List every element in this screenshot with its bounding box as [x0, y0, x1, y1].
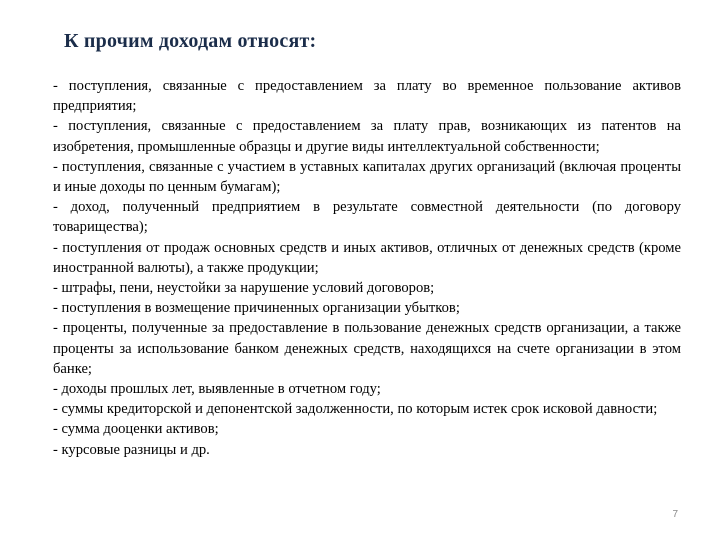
list-item: - поступления, связанные с предоставлением за плату прав, возникающих из патентов на изобретения, промышленные образцы и другие виды интеллектуальной собственности;: [53, 118, 681, 155]
list-item: - доход, полученный предприятием в результате совместной деятельности (по договору товарищества);: [53, 199, 681, 236]
income-list: [53, 76, 681, 460]
list-item: - суммы кредиторской и депонентской задолженности, по которым истек срок исковой давности;: [53, 401, 658, 418]
list-item: - штрафы, пени, неустойки за нарушение условий договоров;: [53, 280, 435, 297]
list-item: - поступления в возмещение причиненных организации убытков;: [53, 300, 460, 317]
list-item: - доходы прошлых лет, выявленные в отчетном году;: [53, 381, 381, 398]
list-item: - курсовые разницы и др.: [53, 441, 210, 458]
list-item: - поступления от продаж основных средств и иных активов, отличных от денежных средств (кроме иностранной валюты), а также продукции;: [53, 239, 681, 276]
slide-title: К прочим доходам относят:: [64, 30, 317, 52]
list-item: - сумма дооценки активов;: [53, 421, 219, 438]
list-item: - проценты, полученные за предоставление в пользование денежных средств организации, а также проценты за использование банком денежных средств, находящихся на счете организации в этом банке;: [53, 320, 681, 377]
list-item: - поступления, связанные с предоставлением за плату во временное пользование активов предприятия;: [53, 78, 681, 115]
list-item: - поступления, связанные с участием в уставных капиталах других организаций (включая проценты и иные доходы по ценным бумагам);: [53, 158, 681, 196]
page-number: 7: [672, 509, 678, 520]
